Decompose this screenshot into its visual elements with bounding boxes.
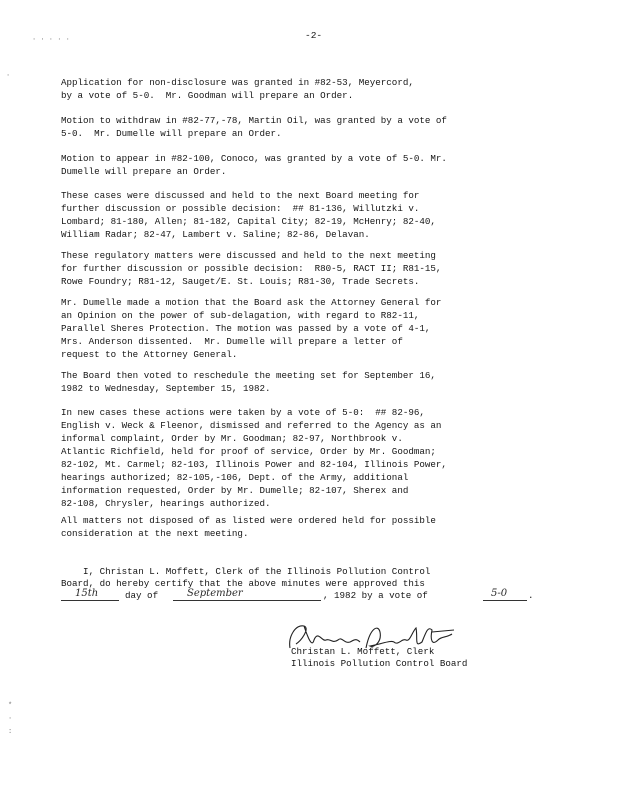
signature-organization: Illinois Pollution Control Board <box>291 658 468 669</box>
paragraph-meyercord: Application for non-disclosure was granted in #82-53, Meyercord, by a vote of 5-0. Mr. Goodman will prepare an Order. <box>61 77 414 101</box>
scan-speck: * · : <box>8 702 13 736</box>
day-blank <box>61 588 119 601</box>
paragraph-new-cases: In new cases these actions were taken by a vote of 5-0: ## 82-96, English v. Weck & Fleenor, dismissed and referred to the Agency as an informal complaint, Order by Mr. Goodman; 82-97, Northbrook v. Atlantic Richfield, held for proof of service, Order by Mr. Goodman; 82-102, Mt. Carmel; 82-103, Illinois Power and 82-104, Illinois Power, hearings authorized; 82-105,-106, Dept. of the Army, additional information requested, Order by Mr. Dumelle; 82-107, Sherex and 82-108, Chrysler, hearings authorized. <box>61 407 447 509</box>
certification-line-2: Board, do hereby certify that the above minutes were approved this <box>61 578 425 589</box>
year-vote-text: , 1982 by a vote of <box>323 590 428 601</box>
page-number: -2- <box>305 30 323 41</box>
day-handwritten: 15th <box>75 588 99 599</box>
scan-speck: · <box>6 72 11 80</box>
paragraph-conoco: Motion to appear in #82-100, Conoco, was granted by a vote of 5-0. Mr. Dumelle will prepare an Order. <box>61 153 447 177</box>
month-handwritten: September <box>187 588 243 599</box>
vote-handwritten: 5-0 <box>491 588 508 599</box>
certification-end: . <box>528 590 534 601</box>
day-of-label: day of <box>125 590 159 601</box>
month-blank <box>173 588 321 601</box>
paragraph-held-cases: These cases were discussed and held to the next Board meeting for further discussion or possible decision: ## 81-136, Willutzki v. Lombard; 81-180, Allen; 81-182, Capital City; 82-19, McHenry; 82-40, William Radar; 82-47, Lambert v. Saline; 82-86, Delavan. <box>61 190 436 240</box>
paragraph-reschedule: The Board then voted to reschedule the meeting set for September 16, 1982 to Wednesday, September 15, 1982. <box>61 370 436 394</box>
certification-line-1: I, Christan L. Moffett, Clerk of the Illinois Pollution Control <box>61 566 431 577</box>
paragraph-martin-oil: Motion to withdraw in #82-77,-78, Martin Oil, was granted by a vote of 5-0. Mr. Dumelle will prepare an Order. <box>61 115 447 139</box>
paragraph-regulatory-matters: These regulatory matters were discussed and held to the next meeting for further discussion or possible decision: R80-5, RACT II; R81-15, Rowe Foundry; R81-12, Sauget/E. St. Louis; R81-30, Trade Secrets. <box>61 250 442 287</box>
vote-blank <box>483 588 527 601</box>
scan-speck: · · · · · <box>32 36 70 44</box>
paragraph-all-matters: All matters not disposed of as listed were ordered held for possible consideration at the next meeting. <box>61 515 436 539</box>
paragraph-attorney-general: Mr. Dumelle made a motion that the Board ask the Attorney General for an Opinion on the power of sub-delagation, with regard to R82-11, Parallel Sheres Protection. The motion was passed by a vote of 4-1, Mrs. Anderson dissented. Mr. Dumelle will prepare a letter of request to the Attorney General. <box>61 297 442 360</box>
signature-name-title: Christan L. Moffett, Clerk <box>291 646 435 657</box>
